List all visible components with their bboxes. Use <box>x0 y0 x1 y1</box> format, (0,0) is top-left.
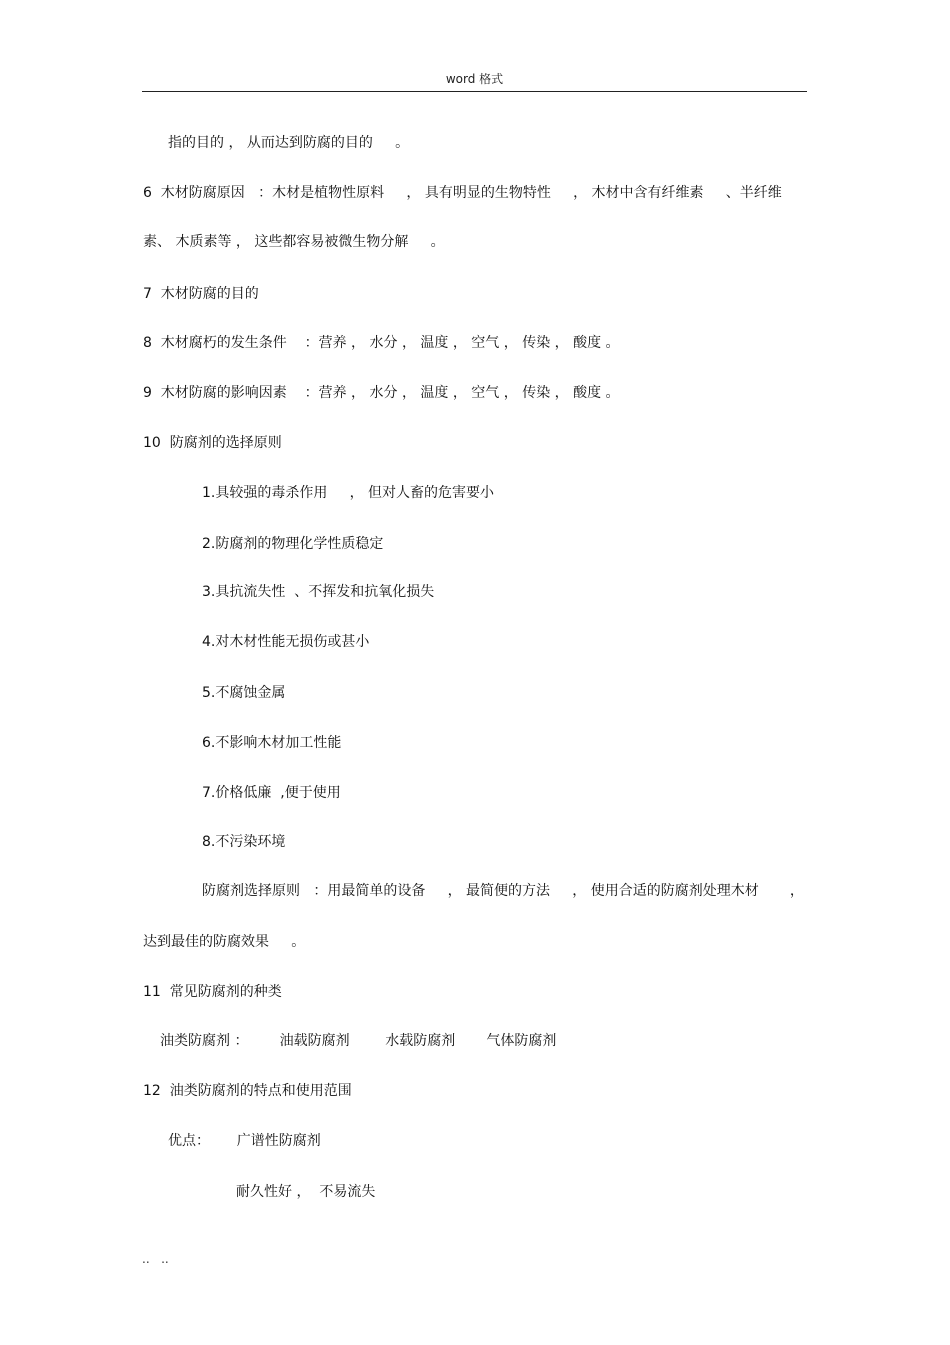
text-line: 6.不影响木材加工性能 <box>202 735 342 751</box>
text-line: 油类防腐剂 ： 油载防腐剂 水载防腐剂 气体防腐剂 <box>160 1033 557 1049</box>
text-line: 5.不腐蚀金属 <box>202 685 286 701</box>
text-line: 9 木材防腐的影响因素 ：营养 ， 水分 ， 温度 ， 空气 ， 传染 ， 酸度 。 <box>143 385 620 401</box>
page-footer: .. .. <box>142 1252 169 1266</box>
text-line: 11 常见防腐剂的种类 <box>143 984 282 1000</box>
text-line: 8 木材腐朽的发生条件 ：营养 ， 水分 ， 温度 ， 空气 ， 传染 ， 酸度 。 <box>143 335 620 351</box>
text-line: 3.具抗流失性 、不挥发和抗氧化损失 <box>202 584 435 600</box>
text-line: 12 油类防腐剂的特点和使用范围 <box>143 1083 352 1099</box>
text-line: 指的目的 ， 从而达到防腐的目的 。 <box>168 135 410 151</box>
text-line: 10 防腐剂的选择原则 <box>143 435 282 451</box>
text-line: 素、 木质素等 ， 这些都容易被微生物分解 。 <box>143 234 445 250</box>
text-line: 优点： 广谱性防腐剂 <box>168 1133 321 1149</box>
text-line: 1.具较强的毒杀作用 ， 但对人畜的危害要小 <box>202 485 495 501</box>
page-header: word 格式 <box>445 72 504 86</box>
text-line: 耐久性好 ， 不易流失 <box>236 1184 376 1200</box>
text-line: 8.不污染环境 <box>202 834 286 850</box>
text-line: 7.价格低廉 ,便于使用 <box>202 785 341 801</box>
text-line: 6 木材防腐原因 ：木材是植物性原料 ， 具有明显的生物特性 ， 木材中含有纤维素 、半纤维 <box>143 185 782 201</box>
text-line: 达到最佳的防腐效果 。 <box>143 934 306 950</box>
header-divider <box>142 91 807 92</box>
text-line: 4.对木材性能无损伤或甚小 <box>202 634 370 650</box>
text-line: 7 木材防腐的目的 <box>143 286 259 302</box>
text-line: 2.防腐剂的物理化学性质稳定 <box>202 536 384 552</box>
text-line: 防腐剂选择原则 ：用最简单的设备 ， 最简便的方法 ， 使用合适的防腐剂处理木材 ， <box>202 883 804 899</box>
